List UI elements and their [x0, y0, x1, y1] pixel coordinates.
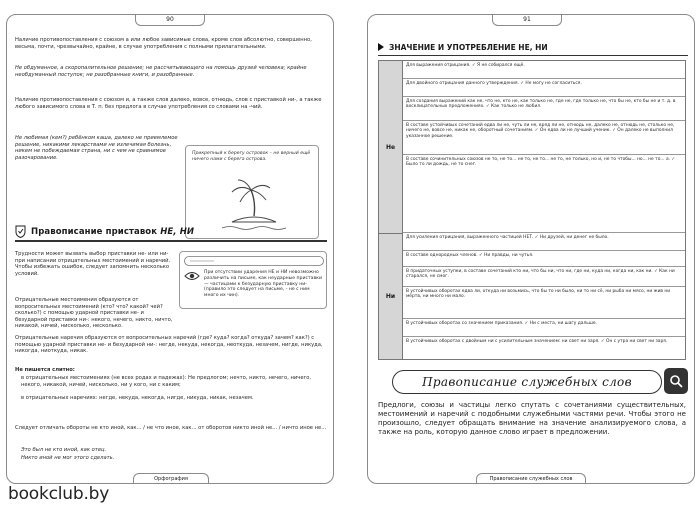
triangle-bullet-icon [378, 43, 384, 51]
intro-paragraph: Трудности может вызвать выбор приставки не- или ни- при написании отрицательных местоимений и наречий. Чтобы избежать ошибок, следует запомнить несколько условий. [15, 251, 171, 277]
table-row: В устойчивых оборотах с двойным ни с усилительным значением: ни свет ни заря. ✓ Он с утра ни свет ни заря. [406, 339, 668, 344]
search-icon [669, 374, 683, 388]
rule-banner [392, 370, 662, 394]
table-row: Для усиления отрицания, выраженного частицей НЕТ. ✓ Ни друзей, ни денег не было. [403, 233, 685, 251]
list-item: в отрицательных местоимениях (не всех родах и падежах): Не предлогом; нечто, никто, нечего, ничего, некого, никакой, ничей, нисколько, ни у кого, ни с каким; [21, 375, 312, 388]
page-footer: Правописание служебных слов [476, 473, 586, 484]
eye-icon [184, 270, 200, 282]
table-row: В устойчивых оборотах со значением приказания. ✓ Ни с места, ни шагу дальше. [403, 319, 685, 337]
page-number-tab: 91 [492, 14, 562, 26]
note-header-decoration [184, 256, 324, 266]
example-text: Это был не кто иной, как отец. [21, 447, 107, 453]
table-row: Для создания выражений как не, что не, кто не, как только не, где не, где только не, что бы не, кто бы не и т. д. в восклицательных предложениях. ✓ Как только не любил. [403, 97, 685, 121]
example-text: Никто иной не мог этого сделать. [21, 455, 115, 461]
list-item: в отрицательных наречиях: негде, некуда, некогда, нигде, никуда, никак, незачем. [21, 395, 254, 401]
section-title: Правописание приставок НЕ, НИ [31, 227, 195, 237]
illustration-caption: Прикрепный к берегу островок – не верный ещё ничего нами с берега острова. [192, 151, 311, 162]
example-text: Не любимая (кем?) ребёнком каша, далеко не приемлемое решение, никакими лекарствами не излечимая болезнь, никем не побеждаемая страна, ни с чем не сравнимое разочарование. [15, 135, 178, 161]
left-page [6, 14, 334, 484]
table-row: В устойчивых оборотах едва ли, откуда ни возьмись, что бы то ни было, ни то ни сё, ни рыба ни мясо, ни жив ни мёртв, ни много ни мало. [403, 287, 685, 319]
table-row: В составе устойчивых сочетаний едва ли не, чуть ли не, вряд ли не, отнюдь не, далеко не, отнюдь не, столько не, ничего не, вовсе не, никак не, оборотный сочетаниям. ✓ Он едва ли не лучший ученик. ✓ Он далеко не выполнил указанное решение. [403, 121, 685, 155]
table-row: В придаточных уступки, в составе сочетаний кто ни, что бы ни, что ни, где ни, куда ни, когда ни, как ни. ✓ Как ни старался, не смог. [403, 267, 685, 287]
side-label-ni: Ни [379, 233, 403, 359]
right-page [367, 14, 695, 484]
rule-paragraph: Отрицательные наречия образуются от вопросительных наречий (где? куда? когда? откуда? зачем? как?) с помощью ударной приставки не- и безударной ни-: негде, некуда, некогда, неоткуда, незачем, нигде, никуда, никогда, ниоткуда, никак. [15, 335, 323, 355]
table-row: Для двойного отрицания данного утверждения. ✓ Не могу не согласиться. [403, 79, 685, 97]
shield-icon [15, 225, 26, 238]
table-title: ЗНАЧЕНИЕ И УПОТРЕБЛЕНИЕ НЕ, НИ [378, 43, 678, 52]
usage-table [378, 60, 686, 360]
table-row: В составе сочинительных союзов не то, не то... не то, не то... не то, не только, но и, не то чтобы... но... не то... а. ✓ Было то ли дождь, не то снег. [403, 155, 685, 233]
note-text: При отсутствии ударения НЕ и НИ невозможно различить на письме, как неударные приставки — частицами к безударную приставку ни- (правило это следует на письме, - не с ним много их чин). [204, 270, 322, 299]
example-text: Не обдуманное, а скоропалительное решение; не рассчитывающего на помощь друзей человека; крайне необдуманный поступок; не разобранные книги, и разобранные. [15, 65, 307, 78]
rule-paragraph: Отрицательные местоимения образуются от вопросительных местоимений (кто? что? какой? чей? сколько?) с помощью ударной приставки не- и безударной приставки ни-: некого, нечего, никто, ничто, никакой, ничей, нисколько, несколько. [15, 297, 173, 330]
table-row: В составе однородных членов. ✓ Ни правды, ни чутья. [403, 251, 685, 267]
note-box [179, 251, 327, 309]
side-label-ne: Не [379, 61, 403, 233]
rule-paragraph: Наличие противопоставления с союзом и, а также слов далеко, вовсе, отнюдь, слов с приставкой ни-, а также любого зависимого слова в Т. п. без предлога в случае употребления со словами на -чий. [15, 97, 322, 110]
rule-paragraph: Следует отличать обороты не кто иной, как... / не что иное, как... от оборотов никто иной не... / ничто иное не... [15, 425, 327, 431]
rule-paragraph: Не пишется слитно: [15, 367, 75, 373]
rule-paragraph: Наличие противопоставления с союзом а или любое зависимые слова, кроме слов абсолютно, совершенно, весьма, почти, чрезвычайно, крайне, в случае употребления с полными прилагательными. [15, 37, 312, 50]
page-number-tab: 90 [135, 14, 205, 26]
search-button[interactable] [664, 368, 688, 394]
section-heading [15, 222, 327, 242]
table-row: Для выражения отрицания. ✓ Я не собирался ещё. [403, 61, 685, 79]
watermark-text: bookclub.by [8, 484, 110, 504]
page-footer: Орфография [133, 473, 209, 484]
rule-banner-title: Правописание служебных слов [422, 375, 632, 389]
body-paragraph: Предлоги, союзы и частицы легко спутать с сочетаниями существительных, местоимений и наречий с подобными служебными частями речи. Чтобы этого не произошло, следует обращать внимание на значение анализируемого слова, а также на роль, которую данное слово играет в предложении. [378, 401, 686, 436]
